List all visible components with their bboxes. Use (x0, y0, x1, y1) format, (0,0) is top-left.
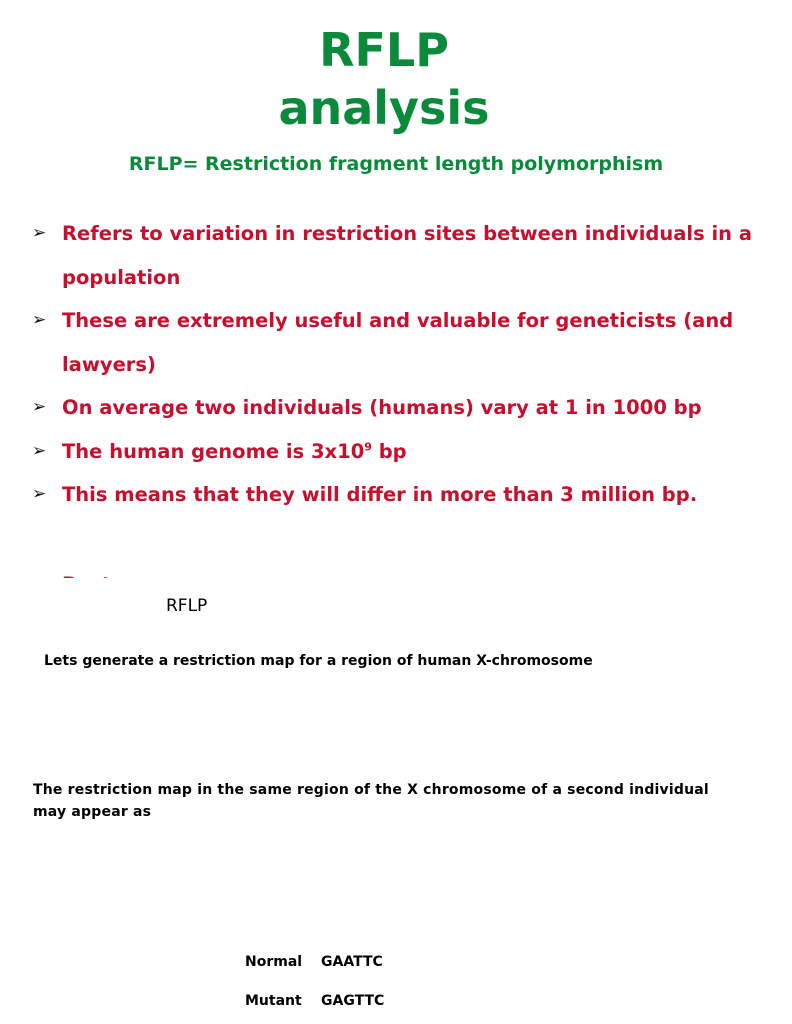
arrow-bullet-icon: ➢ (32, 440, 47, 461)
slide-title-line1: RFLP (319, 23, 449, 77)
bullet-item (32, 473, 768, 517)
cutoff-bullet-region (0, 561, 768, 578)
bullet-item (32, 430, 768, 474)
slide2-paragraph: The restriction map in the same region of the X chromosome of a second individual may appear as (33, 782, 709, 820)
sequence-row-normal (245, 954, 383, 970)
bullet-text: Refers to variation in restriction sites between individuals in a population (62, 222, 753, 289)
slide-2 (0, 578, 768, 1024)
sequence-label: Mutant (245, 993, 302, 1009)
sequence-value: GAATTC (321, 954, 383, 970)
bullet-item (32, 299, 768, 386)
arrow-bullet-icon: ➢ (32, 310, 47, 330)
bullet-item (32, 212, 768, 299)
slide2-intro-line: Lets generate a restriction map for a region of human X-chromosome (44, 653, 593, 669)
sequence-row-mutant (245, 993, 384, 1009)
bullet-text: On average two individuals (humans) vary at 1 in 1000 bp (62, 396, 702, 419)
bullet-exponent: 9 (364, 440, 372, 453)
bullet-list (32, 212, 768, 517)
arrow-bullet-icon: ➢ (32, 397, 47, 417)
sequence-label: Normal (245, 954, 303, 970)
bullet-text-base: The human genome is 3x10 (62, 439, 365, 463)
sequence-value: GAGTTC (321, 993, 385, 1009)
bullet-text: This means that they will differ in more than 3 million bp. (62, 483, 698, 506)
slide-subtitle: RFLP= Restriction fragment length polymorphism (128, 153, 664, 175)
arrow-bullet-icon: ➢ (32, 223, 47, 243)
bullet-item (32, 386, 768, 430)
slide2-title: RFLP (166, 596, 208, 616)
arrow-bullet-icon: ➢ (32, 484, 47, 504)
bullet-text-tail: bp (371, 439, 407, 463)
bullet-text: These are extremely useful and valuable for geneticists (and lawyers) (62, 309, 734, 376)
slide-title-line2: analysis (278, 81, 490, 135)
